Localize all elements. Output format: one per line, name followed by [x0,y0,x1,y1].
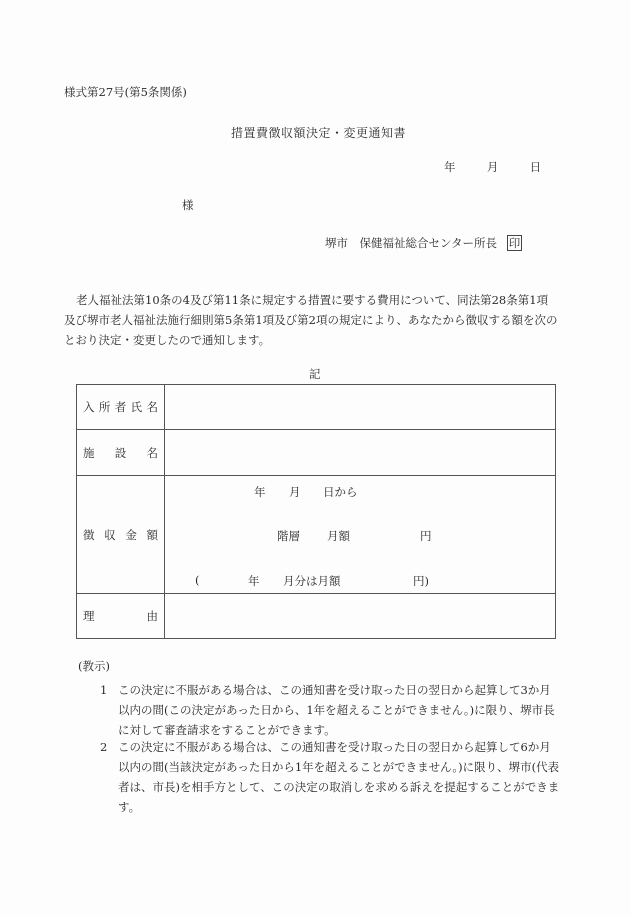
note-text: この決定に不服がある場合は、この通知書を受け取った日の翌日から起算して3か月以内の間(この決定があった日から、1年を超えることができません。)に限り、堺市長に対して審査請求をすることができます。 [118,683,555,737]
label-char: 由 [146,609,158,623]
label-reason [77,594,165,639]
label-char: 設 [114,445,127,460]
amount-monthly: 月額 [327,529,350,543]
label-char: 金 [125,527,137,542]
date-line [444,159,541,175]
label-char: 者 [114,400,127,414]
label-char: 額 [146,527,158,542]
label-char: 氏 [130,400,143,414]
amount-yen: 円 [420,529,432,543]
amount-start-from: 日から [323,485,358,499]
reason-field[interactable] [165,594,556,639]
body-paragraph: 老人福祉法第10条の4及び第11条に規定する措置に要する費用について、同法第28条第1項及び堺市老人福祉法施行細則第5条第1項及び第2項の規定により、あなたから徴収する額を次のとおり決定・変更したので通知します。 [64,293,558,347]
label-amount [77,476,165,594]
note-text: この決定に不服がある場合は、この通知書を受け取った日の翌日から起算して6か月以内の間(当該決定があった日から1年を超えることができません。)に限り、堺市(代表者は、市長)を相手方として、この決定の取消しを求める訴えを提起することができます。 [118,740,560,814]
table-row-resident-name [77,385,556,430]
note-number: 2 [100,740,108,754]
table-row-amount [77,476,556,594]
table-row-reason [77,594,556,639]
facility-name-field[interactable] [165,430,556,476]
label-resident-name [77,385,165,430]
amount-period-month: 月分は月額 [283,574,341,588]
date-month: 月 [486,160,499,174]
note-item [100,737,560,817]
label-char: 理 [83,609,95,623]
amount-paren-open: ( [195,573,200,587]
amount-field[interactable] [165,476,556,594]
date-day: 日 [529,160,542,174]
amount-start-month: 月 [289,485,301,499]
addressee-suffix: 様 [182,198,194,212]
label-facility-name [77,430,165,476]
label-char: 徴 [83,527,95,542]
amount-period-year: 年 [248,574,260,588]
details-table [76,384,556,639]
notes-heading: (教示) [78,659,110,673]
label-char: 名 [146,400,158,414]
label-char: 収 [104,527,116,542]
resident-name-field[interactable] [165,385,556,430]
note-item [100,680,560,740]
label-char: 施 [83,445,95,460]
sender-name: 堺市 保健福祉総合センター所長 [325,236,498,250]
sender-line [325,235,522,251]
label-char: 所 [98,400,111,414]
label-char: 名 [146,445,158,460]
table-row-facility-name [77,430,556,476]
amount-start-year: 年 [254,485,266,499]
ki-heading: 記 [309,367,321,381]
seal-mark: 印 [508,236,521,250]
form-number: 様式第27号(第5条関係) [64,85,187,99]
label-char: 入 [83,400,95,414]
note-number: 1 [100,683,108,697]
amount-paren-close: 円) [413,574,429,588]
date-year: 年 [444,160,456,174]
amount-tier: 階層 [277,529,300,543]
document-title: 措置費徴収額決定・変更通知書 [231,126,407,140]
